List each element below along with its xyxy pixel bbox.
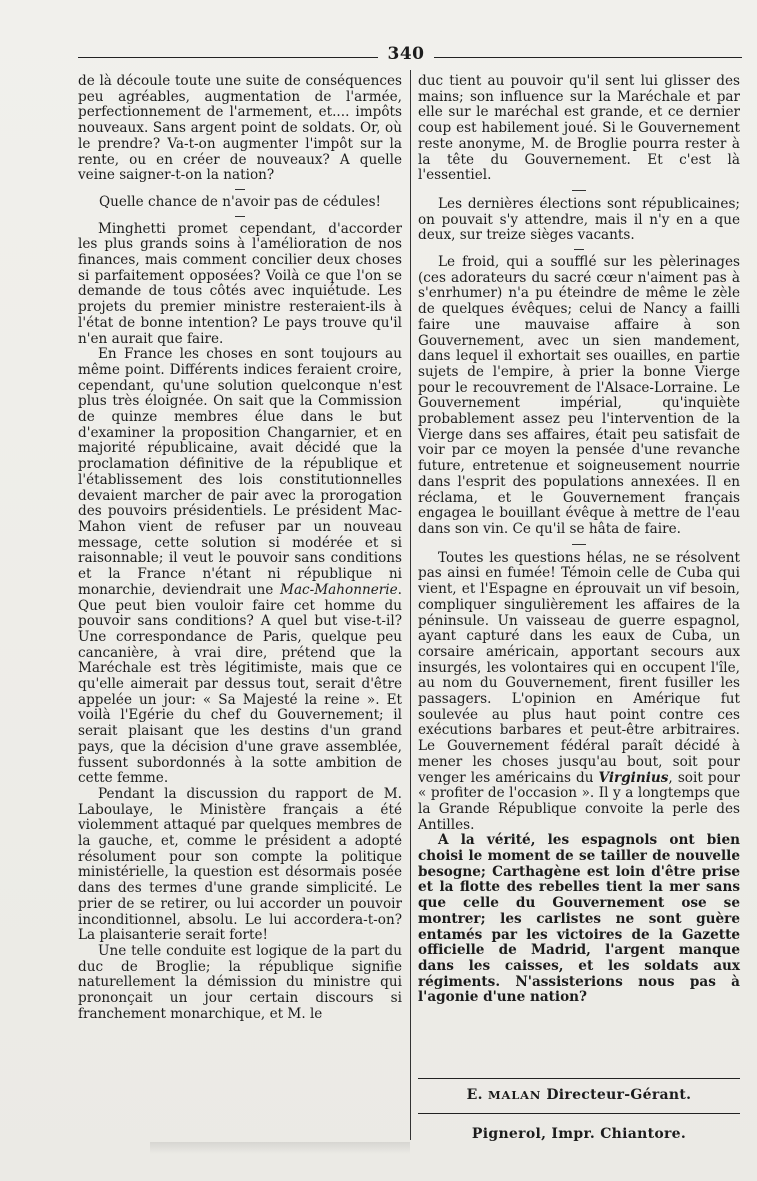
separator [572,190,586,191]
footer-block [418,1078,740,1142]
paragraph-cuba-text: Toutes les questions hélas, ne se résolvent pas ainsi en fumée! Témoin celle de Cuba qui vient, et l'Espagne en éprouvait un vif besoin, compliquer singulièrement les affaires de la péninsule. Un vaisseau de guerre espagnol, ayant capturé dans les eaux de Cuba, un corsaire américain, apportant secours aux insurgés, les volontaires qui en occupent l'île, au nom du Gouvernement, firent fusiller les passagers. L'opinion en Amérique fut soulevée au plus haut point contre ces exécutions barbares et peut-être arbitraires. Le Gouvernement fédéral paraît décidé à mener les choses jusqu'au bout, soit pour venger les américains du [418,549,740,786]
paragraph-espagnols: A la vérité, les espagnols ont bien choisi le moment de se tailler de nouvelle besogne; Carthagène est loin d'être prise et la flotte des rebelles tient la mer sans que celle du Gouvernement ose se montrer; les carlistes ne sont guère entamés par les victoires de la Gazette officielle de Madrid, l'argent manque dans les caisses, et les soldats aux régiments. N'assisterions nous pas à l'agonie d'une nation? [418,832,740,1006]
director-credit [418,1087,740,1103]
show-through-shadow [150,1142,410,1154]
paragraph-france-tail: . Que peut bien vouloir faire cet homme du pouvoir sans conditions? A quel but vise-t-il? Une correspondance de Paris, quelque peu cancanière, à vrai dire, prétend que la Maréchale est très légitimiste, mais que ce qu'elle aimerait par dessus tout, serait d'être appelée un jour: « Sa Majesté la reine ». Et voilà l'Egérie du chef du Gouvernement; il serait plaisant que les destins d'un grand pays, que la décision d'une grave assemblée, fussent subordonnés à la sotte ambition de cette femme. [78,581,402,787]
director-title: Directeur-Gérant. [541,1087,692,1103]
separator [235,216,245,217]
footer-rule-top [418,1078,740,1079]
column-divider [410,70,411,1140]
separator [572,544,586,545]
paragraph-france [78,347,402,787]
printer-credit: Pignerol, Impr. Chiantore. [471,1126,687,1142]
paragraph-broglie: Une telle conduite est logique de la part du duc de Broglie; la république signifie naturellement la démission du ministre qui prononçait un jour certain discours si franchement monarchique, et M. le [78,942,402,1022]
paragraph-cuba [418,551,740,834]
paragraph-pelerinages: Le froid, qui a soufflé sur les pèlerinages (ces adorateurs du sacré cœur n'aiment pas à s'enrhumer) n'a pu éteindre de même le zèle de quelques évêques; celui de Nancy a failli faire une mauvaise affaire à son Gouvernement, avec un sien mandement, dans lequel il exhortait ses ouailles, en partie sujets de l'empire, à prier la bonne Vierge pour le recouvrement de l'Alsace-Lorraine. Le Gouvernement impérial, qu'inquiète probablement assez peu l'intervention de la Vierge dans ses affaires, était peu satisfait de voir par ce moyen la pensée d'une revanche future, entretenue et soigneusement nourrie dans l'esprit des populations annexées. Il en réclama, et le Gouvernement français engagea le bouillant évêque à mettre de l'eau dans son vin. Ce qu'il se hâta de faire. [418,254,740,537]
paragraph-cuba-italic: Virginius [598,769,669,786]
separator [235,189,245,190]
paragraph-laboulaye: Pendant la discussion du rapport de M. Laboulaye, le Ministère français a été violemment attaqué par quelques membres de la gauche, et, comme le président a adopté résolument pour son compte la politique ministérielle, la question est désormais posée dans des termes d'une grande simplicité. Le prier de se retirer, ou lui accorder un pouvoir inconditionnel, absolu. Le lui accordera-t-on? La plaisanterie serait forte! [78,785,402,944]
header-rule-left [78,57,378,58]
footer-rule-bottom [418,1113,740,1114]
page-header [78,44,742,66]
paragraph-elections: Les dernières élections sont républicaines; on pouvait s'y attendre, mais il n'y en a que deux, sur treize sièges vacants. [418,195,740,244]
paragraph-france-italic: Mac-Mahonnerie [280,581,398,598]
right-column [418,74,740,1006]
page-number: 340 [387,44,425,64]
paragraph-minghetti: Minghetti promet cependant, d'accorder les plus grands soins à l'amélioration de nos finances, mais comment concilier deux choses si parfaitement opposées? Voilà ce que l'on se demande de tous côtés avec inquiétude. Les projets du premier ministre resteraient-ils à l'état de bonne intention? Le pays trouve qu'il n'en aurait que faire. [78,220,402,347]
paragraph-france-text: En France les choses en sont toujours au même point. Différents indices feraient croire, cependant, qu'une solution quelconque n'est plus très éloignée. On sait que la Commission de quinze membres élue dans le but d'examiner la proposition Changarnier, et en majorité républicaine, avait décidé que la proclamation définitive de la république et l'établissement des lois constitutionnelles devaient marcher de pair avec la prorogation des pouvoirs présidentiels. Le président Mac-Mahon vient de refuser par un nouveau message, cette solution si modérée et si raisonnable; il veut le pouvoir sans conditions et la France n'étant ni république ni monarchie, deviendrait une [78,346,402,598]
paragraph-finances-army: de là découle toute une suite de conséquences peu agréables, augmentation de l'armée, perfectionnement de l'armement, et.... impôts nouveaux. Sans argent point de soldats. Or, où le prendre? Va-t-on augmenter l'impôt sur la rente, ou en créer de nouveaux? A quelle veine saigner-t-on la nation? [78,73,402,184]
director-name: MALAN [488,1088,542,1102]
paragraph-duc-pouvoir: duc tient au pouvoir qu'il sent lui glisser des mains; son influence sur la Maréchale et par elle sur le maréchal est grande, et ce dernier coup est habilement joué. Si le Gouvernement reste anonyme, M. de Broglie pourra rester à la tête du Gouvernement. Et c'est là l'essentiel. [418,73,740,184]
paragraph-cuba-tail: , soit pour « profiter de l'occasion ». Il y a longtemps que la Grande République convoite la perle des Antilles. [418,769,740,833]
header-rule-right [434,57,742,58]
left-column [78,74,402,1022]
director-initial: E. [466,1087,488,1103]
paragraph-cedules: Quelle chance de n'avoir pas de cédules! [98,193,382,210]
separator [574,249,584,250]
